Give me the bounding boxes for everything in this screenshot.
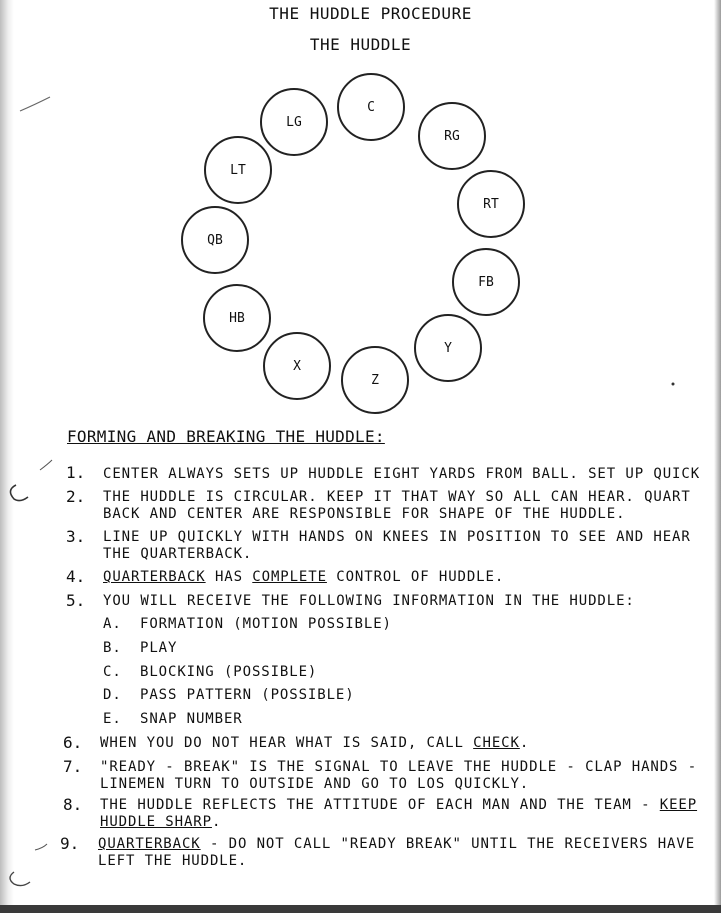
rule-text-segment: WHEN YOU DO NOT HEAR WHAT IS SAID, CALL — [100, 735, 474, 751]
info-item-letter: C. — [103, 664, 122, 680]
rule-number: 2. — [66, 487, 86, 506]
rule-text: BACK AND CENTER ARE RESPONSIBLE FOR SHAPE OF THE HUDDLE. — [103, 506, 626, 522]
huddle-position-x: X — [263, 332, 331, 400]
rule-text: LINE UP QUICKLY WITH HANDS ON KNEES IN POSITION TO SEE AND HEAR — [103, 529, 691, 545]
huddle-position-rg: RG — [418, 102, 486, 170]
rule-text-segment: . — [519, 735, 530, 751]
rule-number: 9. — [60, 834, 80, 853]
rule-text-segment: THE HUDDLE REFLECTS THE ATTITUDE OF EACH MAN AND THE TEAM - — [100, 797, 660, 813]
rule-text-segment: - DO NOT CALL "READY BREAK" UNTIL THE RECEIVERS HAVE — [200, 836, 696, 852]
huddle-position-fb: FB — [452, 248, 520, 316]
info-item-text: FORMATION (MOTION POSSIBLE) — [140, 616, 392, 632]
info-item-letter: A. — [103, 616, 122, 632]
huddle-position-rt: RT — [457, 170, 525, 238]
huddle-position-hb: HB — [203, 284, 271, 352]
huddle-position-lg: LG — [260, 88, 328, 156]
info-item-text: PLAY — [140, 640, 178, 656]
huddle-position-lt: LT — [204, 136, 272, 204]
info-item-text: SNAP NUMBER — [140, 711, 243, 727]
huddle-position-c: C — [337, 73, 405, 141]
rule-text: YOU WILL RECEIVE THE FOLLOWING INFORMATION IN THE HUDDLE: — [103, 593, 635, 609]
document-title: THE HUDDLE PROCEDURE — [269, 4, 472, 23]
huddle-position-qb: QB — [181, 206, 249, 274]
rule-text-segment: . — [211, 814, 222, 830]
rule-text: THE QUARTERBACK. — [103, 546, 253, 562]
info-item-text: PASS PATTERN (POSSIBLE) — [140, 687, 355, 703]
rule-underlined-text: HUDDLE SHARP — [100, 814, 212, 830]
rule-underlined-text: CHECK — [473, 735, 520, 751]
rule-underlined-text: COMPLETE — [252, 569, 327, 585]
rule-number: 7. — [63, 757, 83, 776]
rule-number: 3. — [66, 527, 86, 546]
info-item-letter: B. — [103, 640, 122, 656]
rule-number: 1. — [66, 463, 86, 482]
rule-text-segment: HAS — [205, 569, 253, 585]
rule-text: CENTER ALWAYS SETS UP HUDDLE EIGHT YARDS FROM BALL. SET UP QUICK — [103, 466, 701, 482]
rule-underlined-text: KEEP — [659, 797, 698, 813]
huddle-position-z: Z — [341, 346, 409, 414]
rule-number: 6. — [63, 733, 83, 752]
info-item-letter: D. — [103, 687, 122, 703]
rule-underlined-text: QUARTERBACK — [98, 836, 201, 852]
rule-number: 5. — [66, 591, 86, 610]
document-subtitle: THE HUDDLE — [309, 35, 412, 54]
rule-text: LINEMEN TURN TO OUTSIDE AND GO TO LOS QUICKLY. — [100, 776, 530, 792]
info-item-text: BLOCKING (POSSIBLE) — [140, 664, 318, 680]
rule-number: 4. — [66, 567, 86, 586]
rule-number: 8. — [63, 795, 83, 814]
rule-text: THE HUDDLE IS CIRCULAR. KEEP IT THAT WAY SO ALL CAN HEAR. QUART — [103, 489, 691, 505]
rule-underlined-text: QUARTERBACK — [103, 569, 206, 585]
info-item-letter: E. — [103, 711, 122, 727]
rule-text-segment: CONTROL OF HUDDLE. — [326, 569, 505, 585]
huddle-position-y: Y — [414, 314, 482, 382]
rule-text: "READY - BREAK" IS THE SIGNAL TO LEAVE THE HUDDLE - CLAP HANDS - — [100, 759, 698, 775]
section-heading: FORMING AND BREAKING THE HUDDLE: — [67, 427, 385, 446]
rule-text: LEFT THE HUDDLE. — [98, 853, 248, 869]
